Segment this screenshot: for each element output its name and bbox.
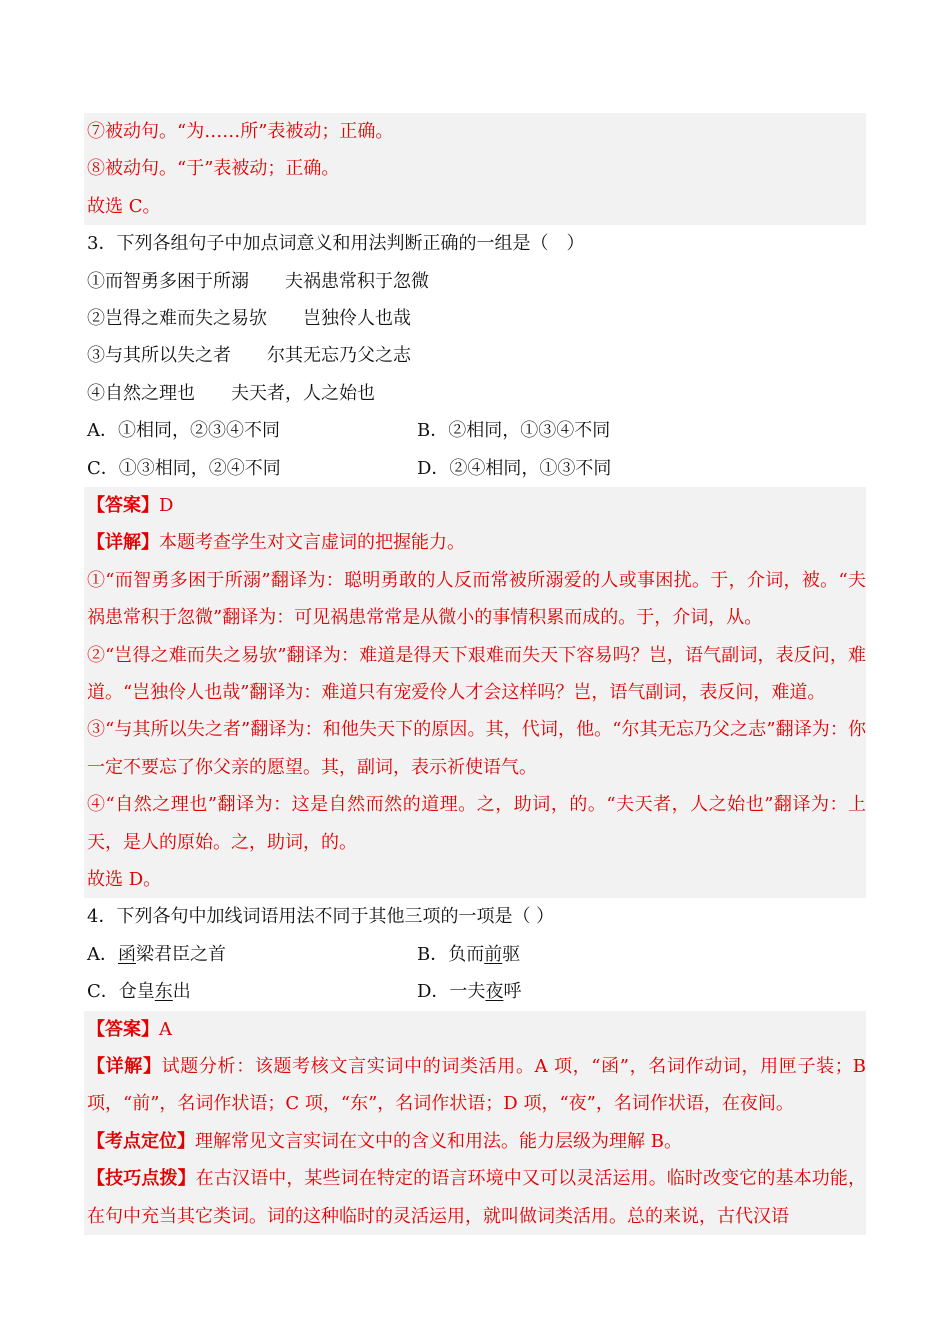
- option-a: A．①相同，②③④不同: [87, 420, 280, 442]
- answer-item-8: ⑧被动句。“于”表被动；正确。: [87, 158, 340, 180]
- detail-line: [84, 524, 866, 561]
- answer-value: A: [159, 1018, 172, 1040]
- answer-block-3: [84, 487, 866, 898]
- option-b-underlined: 前: [484, 943, 503, 965]
- sentence-pair-3: ③与其所以失之者 尔其无忘乃父之志: [87, 345, 411, 367]
- question-stem: 4．下列各句中加线词语用法不同于其他三项的一项是（ ）: [87, 906, 555, 928]
- previous-answer-block: [84, 113, 866, 225]
- option-b: [417, 936, 520, 973]
- options-row-1: [84, 936, 866, 973]
- document-page: [84, 113, 866, 1235]
- option-b-prefix: B．负而: [417, 943, 485, 965]
- detail-intro: 本题考查学生对文言虚词的把握能力。: [159, 532, 465, 554]
- knowledge-point-tag: 【考点定位】: [87, 1130, 195, 1152]
- option-b-suffix: 驱: [502, 943, 521, 965]
- detail-text: 试题分析：该题考核文言实词中的词类活用。A 项，“函”，名词作动词，用匣子装；B 项，“前”，名词作状语；C 项，“东”，名词作状语；D 项，“夜”，名词作状语，在夜间。: [87, 1055, 866, 1115]
- detail-paragraph: [84, 1048, 866, 1123]
- answer-line: [84, 1011, 866, 1048]
- option-a-prefix: A．: [87, 943, 118, 965]
- sentence-pair-2: ②岂得之难而失之易欤 岂独伶人也哉: [87, 307, 411, 329]
- knowledge-point-line: [84, 1123, 866, 1160]
- option-d: D．②④相同，①③不同: [417, 457, 612, 479]
- option-a-underlined: 函: [118, 943, 136, 965]
- explanation-2: ②“岂得之难而失之易欤”翻译为：难道是得天下艰难而失天下容易吗？岂，语气副词，表反问，难道。“岂独伶人也哉”翻译为：难道只有宠爱伶人才会这样吗？岂，语气副词，表反问，难道。: [87, 644, 866, 703]
- explanation-1: ①“而智勇多困于所溺”翻译为：聪明勇敢的人反而常被所溺爱的人或事困扰。于，介词，被。“夫祸患常积于忽微”翻译为：可见祸患常常是从微小的事情积累而成的。于，介词，从。: [87, 569, 866, 629]
- option-d-prefix: D．一夫: [417, 981, 486, 1003]
- option-c-suffix: 出: [172, 981, 191, 1003]
- answer-tag: 【答案】: [87, 1018, 159, 1040]
- tip-text: 在古汉语中，某些词在特定的语言环境中又可以灵活运用。临时改变它的基本功能，在句中充当其它类词。词的这种临时的灵活运用，就叫做词类活用。总的来说，古代汉语: [87, 1168, 866, 1227]
- answer-item-7: ⑦被动句。“为……所”表被动；正确。: [87, 121, 394, 142]
- knowledge-point-text: 理解常见文言实词在文中的含义和用法。能力层级为理解 B。: [195, 1130, 682, 1152]
- explanation-4: ④“自然之理也”翻译为：这是自然而然的道理。之，助词，的。“夫天者，人之始也”翻译为：上天，是人的原始。之，助词，的。: [87, 794, 866, 853]
- options-row-1: [84, 412, 866, 449]
- option-d-suffix: 呼: [503, 981, 522, 1003]
- answer-value: D: [159, 494, 174, 516]
- option-d-underlined: 夜: [485, 981, 504, 1003]
- explanation-3: ③“与其所以失之者”翻译为：和他失天下的原因。其，代词，他。“尔其无忘乃父之志”翻译为：你一定不要忘了你父亲的愿望。其，副词，表示祈使语气。: [87, 719, 866, 778]
- question-stem: 3．下列各组句子中加点词意义和用法判断正确的一组是（ ）: [87, 233, 585, 255]
- option-c-underlined: 东: [154, 981, 173, 1003]
- answer-conclusion: 故选 C。: [87, 195, 161, 217]
- options-row-2: [84, 450, 866, 487]
- tip-paragraph: [84, 1160, 866, 1235]
- option-c: C．①③相同，②④不同: [87, 457, 281, 479]
- answer-conclusion: 故选 D。: [87, 868, 162, 890]
- detail-tag: 【详解】: [87, 532, 159, 554]
- option-a-suffix: 梁君臣之首: [136, 943, 226, 965]
- tip-tag: 【技巧点拨】: [87, 1168, 196, 1190]
- sentence-pair-4: ④自然之理也 夫天者，人之始也: [87, 382, 375, 404]
- option-d: [417, 973, 521, 1010]
- answer-tag: 【答案】: [87, 494, 159, 516]
- answer-block-4: [84, 1011, 866, 1235]
- question-3: [84, 225, 866, 487]
- option-c-prefix: C．仓皇: [87, 981, 155, 1003]
- question-4: [84, 898, 866, 1010]
- sentence-pair-1: ①而智勇多困于所溺 夫祸患常积于忽微: [87, 270, 429, 292]
- answer-line: [84, 487, 866, 524]
- options-row-2: [84, 973, 866, 1010]
- detail-tag: 【详解】: [87, 1055, 162, 1077]
- option-c: [87, 973, 417, 1010]
- option-b: B．②相同，①③④不同: [417, 420, 611, 442]
- option-a: [87, 936, 417, 973]
